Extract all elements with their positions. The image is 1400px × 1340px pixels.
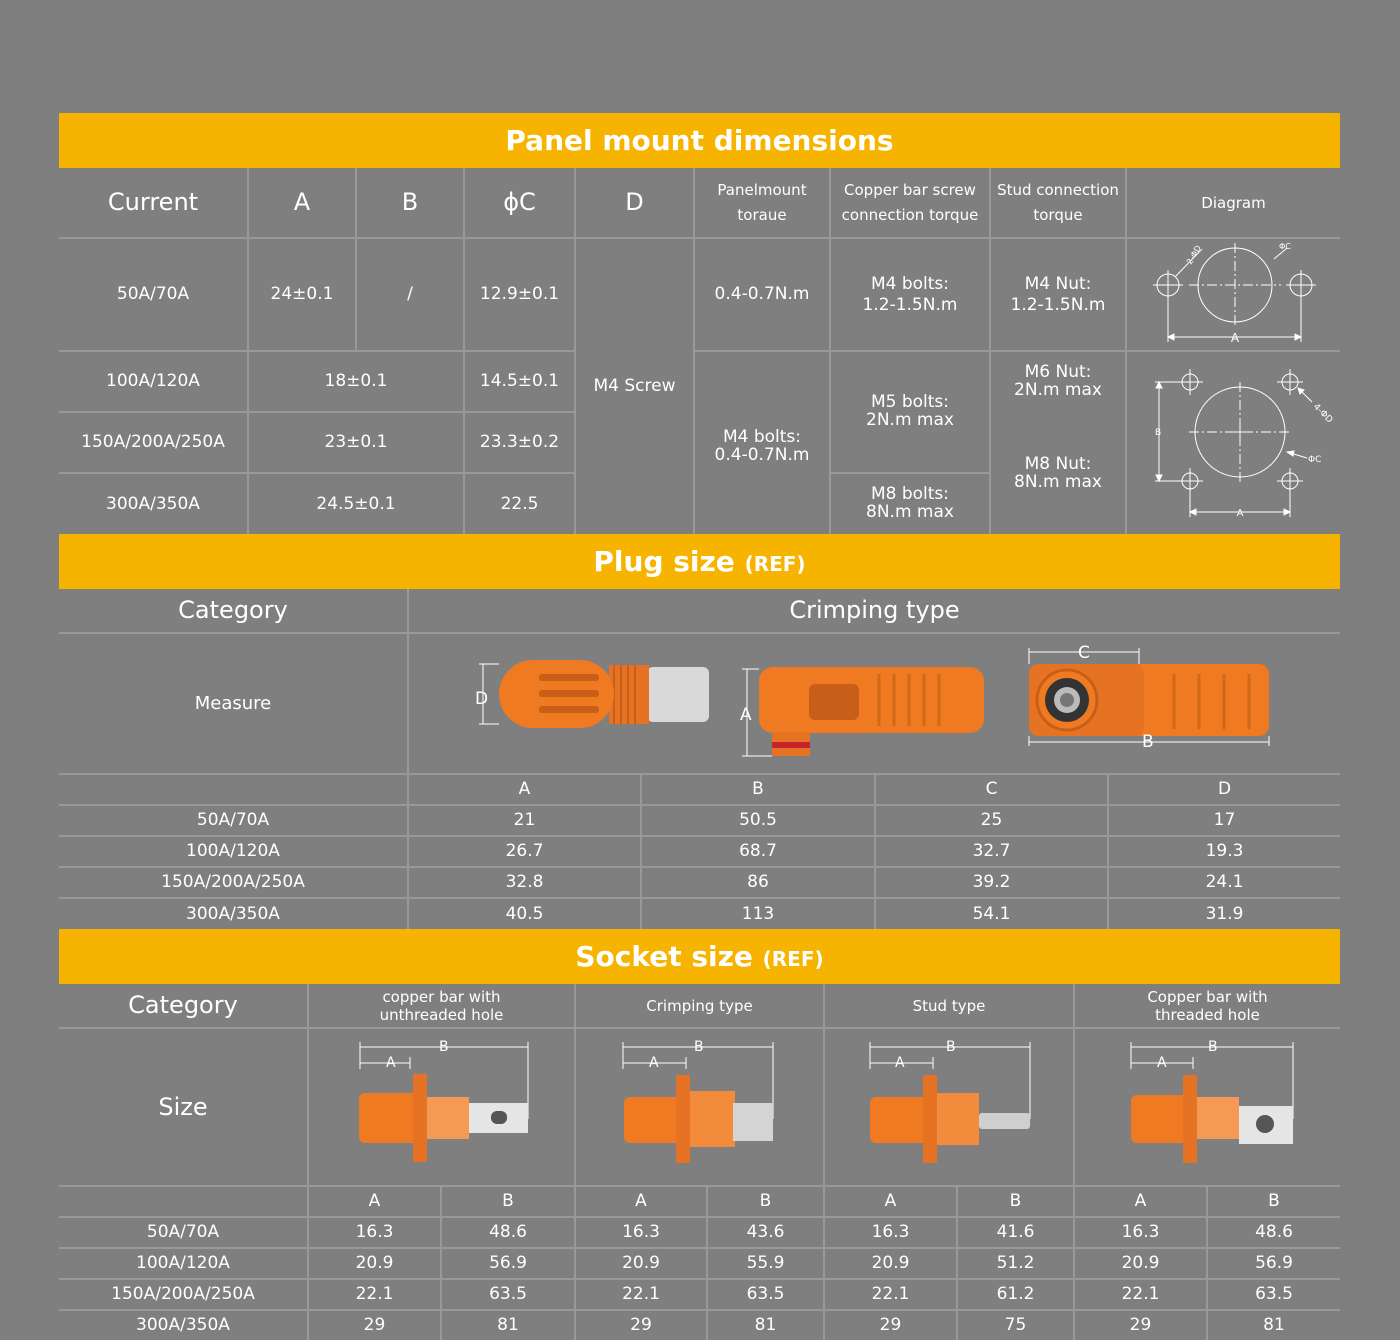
diagram1-c-label: ΦC [1279,242,1291,251]
socket-cell: 43.6 [746,1222,785,1243]
plug-cell: 32.8 [505,872,544,893]
socket-type-header: Crimping type [646,996,753,1015]
socket-cell: 75 [1004,1315,1027,1336]
plug-row-current: 100A/120A [186,841,280,862]
socket-a-label: A [895,1055,905,1071]
socket-cell: 20.9 [355,1253,394,1274]
socket-a-label: A [386,1055,396,1071]
socket-cell: 63.5 [489,1284,527,1305]
stud-torque-3: M8 Nut: 8N.m max [1014,454,1102,492]
header-a: A [293,188,311,217]
panel-torque-2: M4 bolts: 0.4-0.7N.m [714,427,810,465]
header-current: Current [107,188,199,217]
panel-row-a: 24±0.1 [270,284,334,305]
plug-col-header: C [985,779,998,800]
panel-row-current: 100A/120A [106,371,200,392]
socket-b-label: B [694,1039,704,1055]
socket-type-header: Copper bar with threaded hole [1147,987,1268,1024]
socket-cell: 20.9 [1121,1253,1160,1274]
socket-col-header: A [1134,1191,1147,1212]
plug-col-header: D [1217,779,1232,800]
panel-row-c: 14.5±0.1 [479,371,560,392]
plug-cell: 21 [513,810,536,831]
plug-cell: 54.1 [972,903,1011,924]
socket-col-header: B [1009,1191,1022,1212]
socket-unthreaded-image [309,1029,574,1185]
socket-cell: 16.3 [871,1222,910,1243]
panel-torque-1: 0.4-0.7N.m [714,284,810,305]
d-value: M4 Screw [593,376,676,397]
socket-cell: 29 [363,1315,386,1336]
plug-title: Plug size [593,545,735,578]
socket-row-current: 300A/350A [136,1315,230,1336]
socket-cell: 20.9 [871,1253,910,1274]
diagram1-hole-label: 2-ΦD [1184,243,1203,266]
socket-cell: 41.6 [996,1222,1035,1243]
socket-cell: 48.6 [1255,1222,1293,1243]
socket-cell: 81 [497,1315,519,1336]
plug-cell: 86 [747,872,769,893]
socket-cell: 16.3 [622,1222,660,1243]
plug-cell: 50.5 [739,810,777,831]
socket-col-header: B [502,1191,514,1212]
socket-b-label: B [946,1039,956,1055]
panel-row-ab: 18±0.1 [324,371,388,392]
socket-cell: 81 [1263,1315,1285,1336]
socket-threaded-image [1075,1029,1340,1185]
socket-cell: 22.1 [1121,1284,1160,1305]
plug-cell: 32.7 [972,841,1011,862]
socket-cell: 51.2 [996,1253,1035,1274]
socket-cell: 22.1 [871,1284,910,1305]
socket-title: Socket size [575,940,753,973]
plug-cell: 39.2 [972,872,1011,893]
panel-row-c: 12.9±0.1 [479,284,560,305]
plug-col-header: A [518,779,531,800]
socket-col-header: A [884,1191,897,1212]
socket-b-label: B [439,1039,449,1055]
plug-ref: (REF) [744,552,806,576]
socket-type-header: Stud type [912,996,986,1015]
plug-cell: 26.7 [505,841,544,862]
copper-torque-2: M5 bolts: 2N.m max [866,392,954,430]
socket-row-current: 150A/200A/250A [111,1284,255,1305]
header-diagram: Diagram [1201,193,1266,212]
socket-size-label: Size [158,1092,208,1121]
socket-category-label: Category [128,991,238,1020]
stud-torque-1: M4 Nut: 1.2-1.5N.m [1010,274,1106,315]
socket-cell: 56.9 [489,1253,527,1274]
plug-b-label: B [1142,732,1154,752]
plug-type-label: Crimping type [789,596,960,625]
copper-torque-1: M4 bolts: 1.2-1.5N.m [862,274,958,315]
header-stud-torque: Stud connection torque [997,180,1119,224]
panel-title-banner [59,113,1340,168]
plug-row-current: 50A/70A [196,810,270,831]
socket-col-header: B [759,1191,772,1212]
socket-row-current: 50A/70A [146,1222,220,1243]
socket-cell: 20.9 [622,1253,660,1274]
diagram2-a-label: A [1236,508,1244,519]
socket-cell: 22.1 [622,1284,660,1305]
socket-ref: (REF) [762,947,824,971]
socket-title-banner [59,929,1340,984]
socket-stud-image [825,1029,1073,1185]
diagram1-a-label: A [1230,331,1240,345]
diagram2-hole-label: 4-ΦD [1310,402,1335,426]
socket-cell: 56.9 [1255,1253,1293,1274]
socket-cell: 29 [879,1315,902,1336]
socket-type-header: copper bar with unthreaded hole [379,987,504,1024]
plug-col-header: B [752,779,764,800]
plug-measure-label: Measure [194,692,272,714]
panel-title: Panel mount dimensions [505,124,894,157]
plug-category-label: Category [178,596,288,625]
socket-cell: 81 [754,1315,777,1336]
plug-c-label: C [1078,643,1090,663]
panel-row-b: / [407,284,413,305]
diagram2-c-label: ΦC [1308,455,1322,465]
header-panel-torque: Panelmount toraue [717,180,807,224]
plug-cell: 17 [1213,810,1236,831]
plug-cell: 68.7 [739,841,777,862]
header-copper-torque: Copper bar screw connection torque [841,180,979,224]
plug-cell: 31.9 [1205,903,1244,924]
header-d: D [625,188,644,217]
plug-cell: 19.3 [1205,841,1244,862]
diagram2-b-label: B [1155,428,1162,438]
socket-cell: 29 [630,1315,652,1336]
plug-row-current: 300A/350A [186,903,280,924]
plug-cell: 24.1 [1205,872,1244,893]
panel-row-current: 150A/200A/250A [81,432,225,453]
plug-d-label: D [475,689,489,709]
socket-crimping-image [576,1029,823,1185]
socket-cell: 29 [1129,1315,1152,1336]
socket-cell: 48.6 [489,1222,527,1243]
plug-title-banner [59,534,1340,589]
socket-b-label: B [1208,1039,1218,1055]
header-b: B [401,188,419,217]
socket-a-label: A [649,1055,659,1071]
panel-row-ab: 24.5±0.1 [316,493,396,514]
plug-product-images [409,634,1340,773]
four-hole-mount-diagram [1127,352,1340,534]
plug-cell: 113 [741,903,775,924]
socket-cell: 16.3 [1121,1222,1160,1243]
socket-a-label: A [1157,1055,1167,1071]
plug-cell: 40.5 [505,903,544,924]
socket-col-header: A [635,1191,647,1212]
plug-a-label: A [740,705,752,725]
socket-col-header: A [368,1191,381,1212]
socket-row-current: 100A/120A [136,1253,230,1274]
stud-torque-2: M6 Nut: 2N.m max [1014,362,1102,400]
two-hole-mount-diagram [1127,239,1340,350]
socket-col-header: B [1268,1191,1280,1212]
socket-cell: 55.9 [746,1253,785,1274]
panel-row-current: 50A/70A [116,284,190,305]
socket-cell: 61.2 [996,1284,1035,1305]
panel-row-c: 22.5 [500,493,539,514]
plug-straight-image [479,660,709,728]
panel-row-ab: 23±0.1 [324,432,388,453]
plug-row-current: 150A/200A/250A [161,872,305,893]
socket-cell: 16.3 [355,1222,394,1243]
socket-cell: 22.1 [355,1284,394,1305]
panel-row-c: 23.3±0.2 [479,432,560,453]
panel-row-current: 300A/350A [106,493,200,514]
header-c: ϕC [503,188,536,217]
plug-cell: 25 [980,810,1003,831]
socket-cell: 63.5 [746,1284,785,1305]
copper-torque-3: M8 bolts: 8N.m max [866,484,954,522]
socket-cell: 63.5 [1255,1284,1293,1305]
plug-right-angle-image [742,667,984,756]
